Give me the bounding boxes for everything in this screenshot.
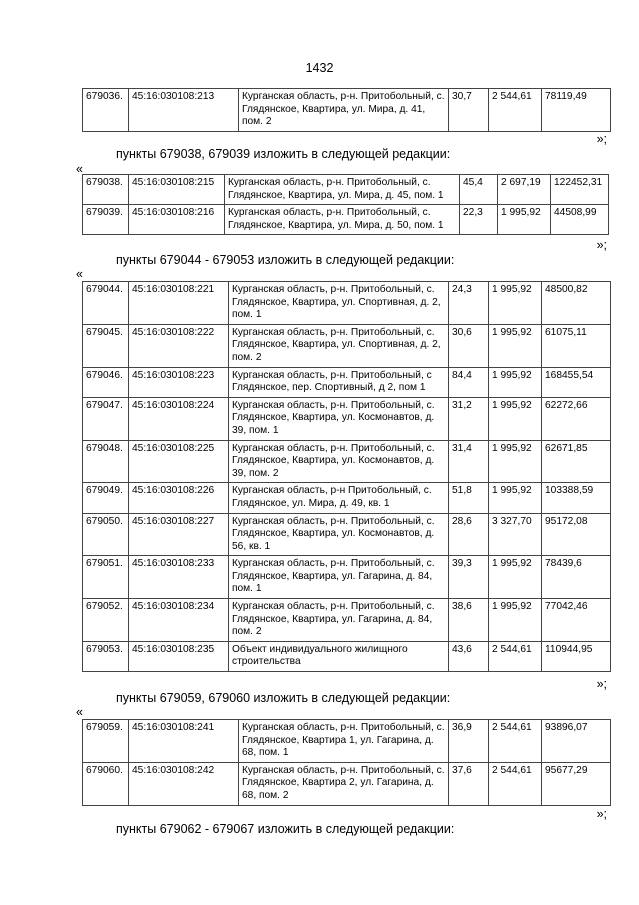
address-cell: Курганская область, р-н. Притобольный, с. Глядянское, Квартира, ул. Спортивная, д. 2, пом. 2 <box>229 324 449 367</box>
value-cell: 122452,31 <box>551 175 609 205</box>
item-number-cell: 679046. <box>83 367 129 397</box>
table-row <box>83 556 611 599</box>
area-cell: 31,2 <box>449 397 489 440</box>
amendment-instruction: пункты 679062 - 679067 изложить в следующей редакции: <box>116 822 455 836</box>
value-cell: 78439,6 <box>542 556 611 599</box>
table-row <box>83 762 611 805</box>
cadastral-number-cell: 45:16:030108:226 <box>129 483 229 513</box>
value-cell: 78119,49 <box>542 89 611 132</box>
closing-quote: »; <box>596 238 607 252</box>
address-cell: Курганская область, р-н. Притобольный, с. Глядянское, Квартира, ул. Спортивная, д. 2, пом. 1 <box>229 282 449 325</box>
table-row <box>83 367 611 397</box>
rate-cell: 2 544,61 <box>489 762 542 805</box>
opening-quote: « <box>76 267 83 281</box>
cadastral-number-cell: 45:16:030108:233 <box>129 556 229 599</box>
address-cell: Курганская область, р-н. Притобольный, с. Глядянское, Квартира, ул. Космонавтов, д. 56, кв. 1 <box>229 513 449 556</box>
value-cell: 44508,99 <box>551 205 609 235</box>
table-row <box>83 282 611 325</box>
area-cell: 43,6 <box>449 641 489 671</box>
area-cell: 51,8 <box>449 483 489 513</box>
rate-cell: 1 995,92 <box>489 483 542 513</box>
area-cell: 22,3 <box>460 205 498 235</box>
table-row <box>83 175 609 205</box>
cadastral-number-cell: 45:16:030108:227 <box>129 513 229 556</box>
address-cell: Курганская область, р-н. Притобольный, с. Глядянское, Квартира, ул. Гагарина, д. 84, пом. 1 <box>229 556 449 599</box>
rate-cell: 2 544,61 <box>489 720 542 763</box>
value-cell: 62671,85 <box>542 440 611 483</box>
area-cell: 28,6 <box>449 513 489 556</box>
amendment-instruction: пункты 679038, 679039 изложить в следующей редакции: <box>116 147 451 161</box>
rate-cell: 3 327,70 <box>489 513 542 556</box>
area-cell: 39,3 <box>449 556 489 599</box>
address-cell: Курганская область, р-н. Притобольный, с. Глядянское, Квартира, ул. Космонавтов, д. 39, пом. 2 <box>229 440 449 483</box>
cadastral-number-cell: 45:16:030108:221 <box>129 282 229 325</box>
property-table-4 <box>82 719 611 806</box>
value-cell: 77042,46 <box>542 599 611 642</box>
value-cell: 93896,07 <box>542 720 611 763</box>
address-cell: Курганская область, р-н. Притобольный, с. Глядянское, Квартира 1, ул. Гагарина, д. 68, пом. 1 <box>239 720 449 763</box>
area-cell: 84,4 <box>449 367 489 397</box>
value-cell: 110944,95 <box>542 641 611 671</box>
rate-cell: 1 995,92 <box>498 205 551 235</box>
table-row <box>83 483 611 513</box>
item-number-cell: 679039. <box>83 205 129 235</box>
item-number-cell: 679053. <box>83 641 129 671</box>
cadastral-number-cell: 45:16:030108:222 <box>129 324 229 367</box>
value-cell: 103388,59 <box>542 483 611 513</box>
item-number-cell: 679038. <box>83 175 129 205</box>
area-cell: 30,6 <box>449 324 489 367</box>
closing-quote: »; <box>596 807 607 821</box>
area-cell: 30,7 <box>449 89 489 132</box>
address-cell: Курганская область, р-н. Притобольный, с Глядянское, пер. Спортивный, д 2, пом 1 <box>229 367 449 397</box>
item-number-cell: 679048. <box>83 440 129 483</box>
cadastral-number-cell: 45:16:030108:241 <box>129 720 239 763</box>
area-cell: 24,3 <box>449 282 489 325</box>
opening-quote: « <box>76 162 83 176</box>
value-cell: 95172,08 <box>542 513 611 556</box>
table-row <box>83 89 611 132</box>
address-cell: Курганская область, р-н. Притобольный, с. Глядянское, Квартира 2, ул. Гагарина, д. 68, пом. 2 <box>239 762 449 805</box>
rate-cell: 2 697,19 <box>498 175 551 205</box>
table-row <box>83 599 611 642</box>
item-number-cell: 679059. <box>83 720 129 763</box>
cadastral-number-cell: 45:16:030108:213 <box>129 89 239 132</box>
item-number-cell: 679045. <box>83 324 129 367</box>
area-cell: 38,6 <box>449 599 489 642</box>
address-cell: Курганская область, р-н. Притобольный, с. Глядянское, Квартира, ул. Гагарина, д. 84, пом. 2 <box>229 599 449 642</box>
page-number: 1432 <box>305 61 334 75</box>
amendment-instruction: пункты 679044 - 679053 изложить в следующей редакции: <box>116 253 455 267</box>
address-cell: Курганская область, р-н. Притобольный, с. Глядянское, Квартира, ул. Мира, д. 41, пом. 2 <box>239 89 449 132</box>
cadastral-number-cell: 45:16:030108:224 <box>129 397 229 440</box>
closing-quote: »; <box>596 677 607 691</box>
cadastral-number-cell: 45:16:030108:225 <box>129 440 229 483</box>
table-row <box>83 397 611 440</box>
table-row <box>83 205 609 235</box>
rate-cell: 1 995,92 <box>489 556 542 599</box>
table-row <box>83 720 611 763</box>
property-table-2 <box>82 174 609 235</box>
area-cell: 36,9 <box>449 720 489 763</box>
cadastral-number-cell: 45:16:030108:235 <box>129 641 229 671</box>
rate-cell: 1 995,92 <box>489 599 542 642</box>
area-cell: 37,6 <box>449 762 489 805</box>
rate-cell: 1 995,92 <box>489 440 542 483</box>
cadastral-number-cell: 45:16:030108:234 <box>129 599 229 642</box>
cadastral-number-cell: 45:16:030108:242 <box>129 762 239 805</box>
item-number-cell: 679050. <box>83 513 129 556</box>
closing-quote: »; <box>596 132 607 146</box>
opening-quote: « <box>76 705 83 719</box>
address-cell: Курганская область, р-н. Притобольный, с. Глядянское, Квартира, ул. Мира, д. 45, пом. 1 <box>225 175 460 205</box>
rate-cell: 1 995,92 <box>489 367 542 397</box>
cadastral-number-cell: 45:16:030108:215 <box>129 175 225 205</box>
rate-cell: 1 995,92 <box>489 324 542 367</box>
value-cell: 95677,29 <box>542 762 611 805</box>
value-cell: 62272,66 <box>542 397 611 440</box>
item-number-cell: 679060. <box>83 762 129 805</box>
table-row <box>83 440 611 483</box>
value-cell: 48500,82 <box>542 282 611 325</box>
item-number-cell: 679036. <box>83 89 129 132</box>
table-row <box>83 641 611 671</box>
rate-cell: 2 544,61 <box>489 89 542 132</box>
area-cell: 31,4 <box>449 440 489 483</box>
area-cell: 45,4 <box>460 175 498 205</box>
item-number-cell: 679047. <box>83 397 129 440</box>
address-cell: Курганская область, р-н Притобольный, с. Глядянское, ул. Мира, д. 49, кв. 1 <box>229 483 449 513</box>
item-number-cell: 679049. <box>83 483 129 513</box>
amendment-instruction: пункты 679059, 679060 изложить в следующей редакции: <box>116 691 451 705</box>
property-table-3 <box>82 281 611 672</box>
value-cell: 168455,54 <box>542 367 611 397</box>
rate-cell: 1 995,92 <box>489 397 542 440</box>
cadastral-number-cell: 45:16:030108:223 <box>129 367 229 397</box>
item-number-cell: 679052. <box>83 599 129 642</box>
value-cell: 61075,11 <box>542 324 611 367</box>
address-cell: Курганская область, р-н. Притобольный, с. Глядянское, Квартира, ул. Космонавтов, д. 39, пом. 1 <box>229 397 449 440</box>
table-row <box>83 324 611 367</box>
table-row <box>83 513 611 556</box>
address-cell: Объект индивидуального жилищного строительства <box>229 641 449 671</box>
item-number-cell: 679044. <box>83 282 129 325</box>
property-table-1 <box>82 88 611 132</box>
item-number-cell: 679051. <box>83 556 129 599</box>
rate-cell: 1 995,92 <box>489 282 542 325</box>
cadastral-number-cell: 45:16:030108:216 <box>129 205 225 235</box>
address-cell: Курганская область, р-н. Притобольный, с. Глядянское, Квартира, ул. Мира, д. 50, пом. 1 <box>225 205 460 235</box>
rate-cell: 2 544,61 <box>489 641 542 671</box>
